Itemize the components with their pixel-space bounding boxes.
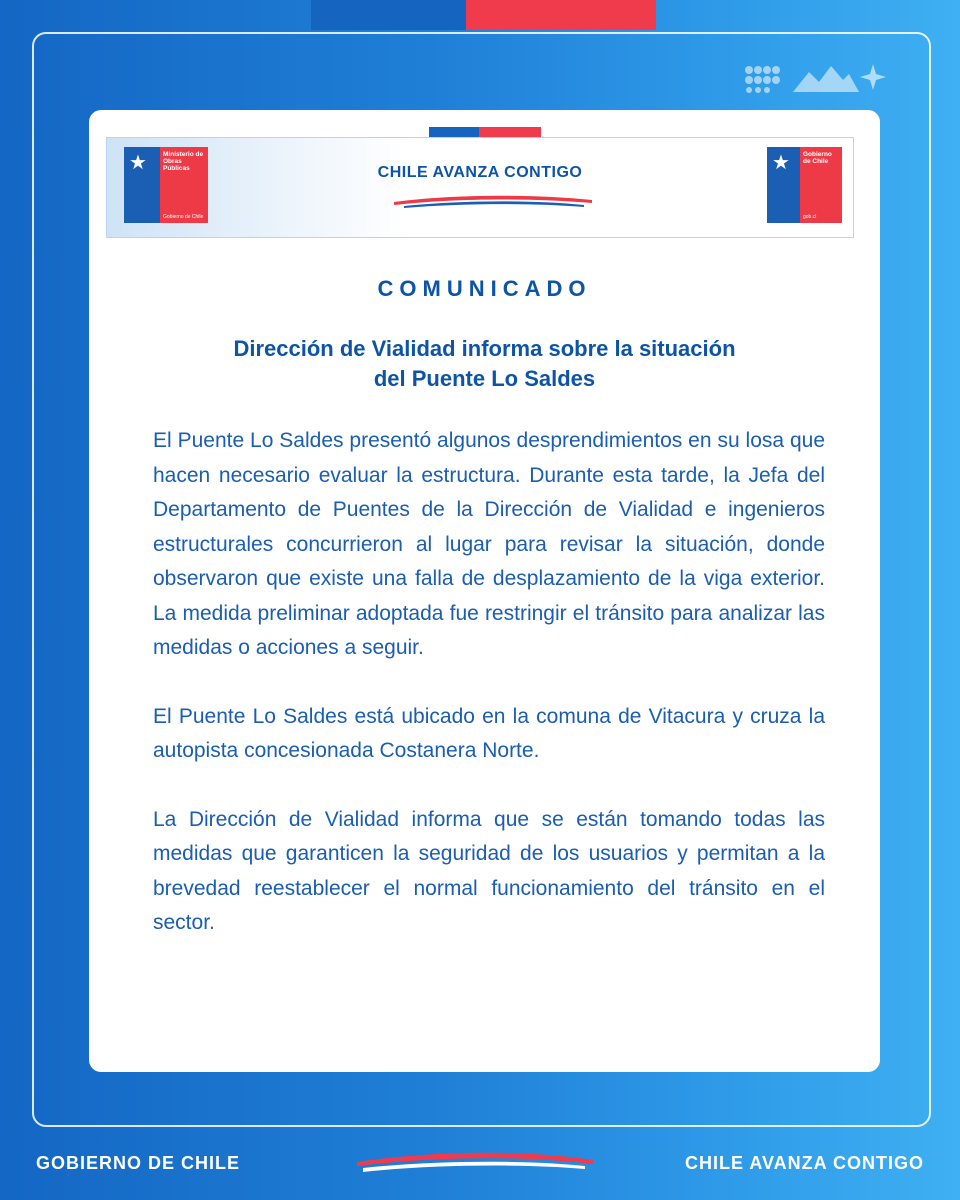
document-heading: COMUNICADO (377, 276, 592, 301)
subtitle-line-2: del Puente Lo Saldes (373, 366, 596, 391)
document-card (89, 110, 880, 1072)
flag-blue-band (311, 0, 466, 30)
footer-gobierno-label: GOBIERNO DE CHILE (36, 1153, 241, 1173)
paragraph: El Puente Lo Saldes presentó algunos desprendimientos en su losa que hacen necesario evaluar la estructura. Durante esta tarde, la Jefa del Departamento de Puentes de la Dirección de Vialidad e ingenieros estructurales concurrieron al lugar para revisar la situación, donde observaron que existe una falla de desplazamiento de la viga exterior. La medida preliminar adoptada fue restringir el tránsito para analizar las medidas o acciones a seguir. (153, 429, 825, 659)
document-subtitle (129, 334, 840, 394)
gobierno-logo-text: Gobierno de Chile (803, 151, 832, 165)
coat-of-arms-star-icon: ★ (772, 152, 790, 174)
sparkle-star-icon (860, 64, 886, 90)
banner-title: CHILE AVANZA CONTIGO (377, 164, 583, 181)
ministry-logo (124, 147, 208, 223)
header-banner (106, 137, 854, 238)
mountains-icon (793, 66, 859, 92)
swoosh-icon (394, 192, 592, 208)
footer-swoosh-icon (357, 1148, 593, 1172)
subtitle-line-1: Dirección de Vialidad informa sobre la situación (233, 336, 736, 361)
ministry-logo-text: Ministerio de Obras Públicas (163, 151, 204, 172)
gobierno-logo-footer: gob.cl (803, 214, 817, 220)
gobierno-logo (767, 147, 842, 223)
card-flag-stripe (429, 127, 541, 137)
decoration-icons (743, 58, 888, 96)
ministry-logo-footer: Gobierno de Chile (163, 214, 204, 220)
flag-red-band (466, 0, 656, 30)
document-body (153, 424, 825, 941)
paragraph: La Dirección de Vialidad informa que se están tomando todas las medidas que garanticen la seguridad de los usuarios y permitan a la brevedad reestablecer el normal funcionamiento del tránsito en el sector. (153, 807, 825, 934)
paragraph: El Puente Lo Saldes está ubicado en la comuna de Vitacura y cruza la autopista concesionada Costanera Norte. (153, 704, 825, 762)
dots-pattern-icon (745, 66, 780, 93)
footer-slogan-label: CHILE AVANZA CONTIGO (685, 1153, 924, 1173)
top-flag-stripe (311, 0, 656, 30)
coat-of-arms-star-icon: ★ (129, 152, 147, 174)
